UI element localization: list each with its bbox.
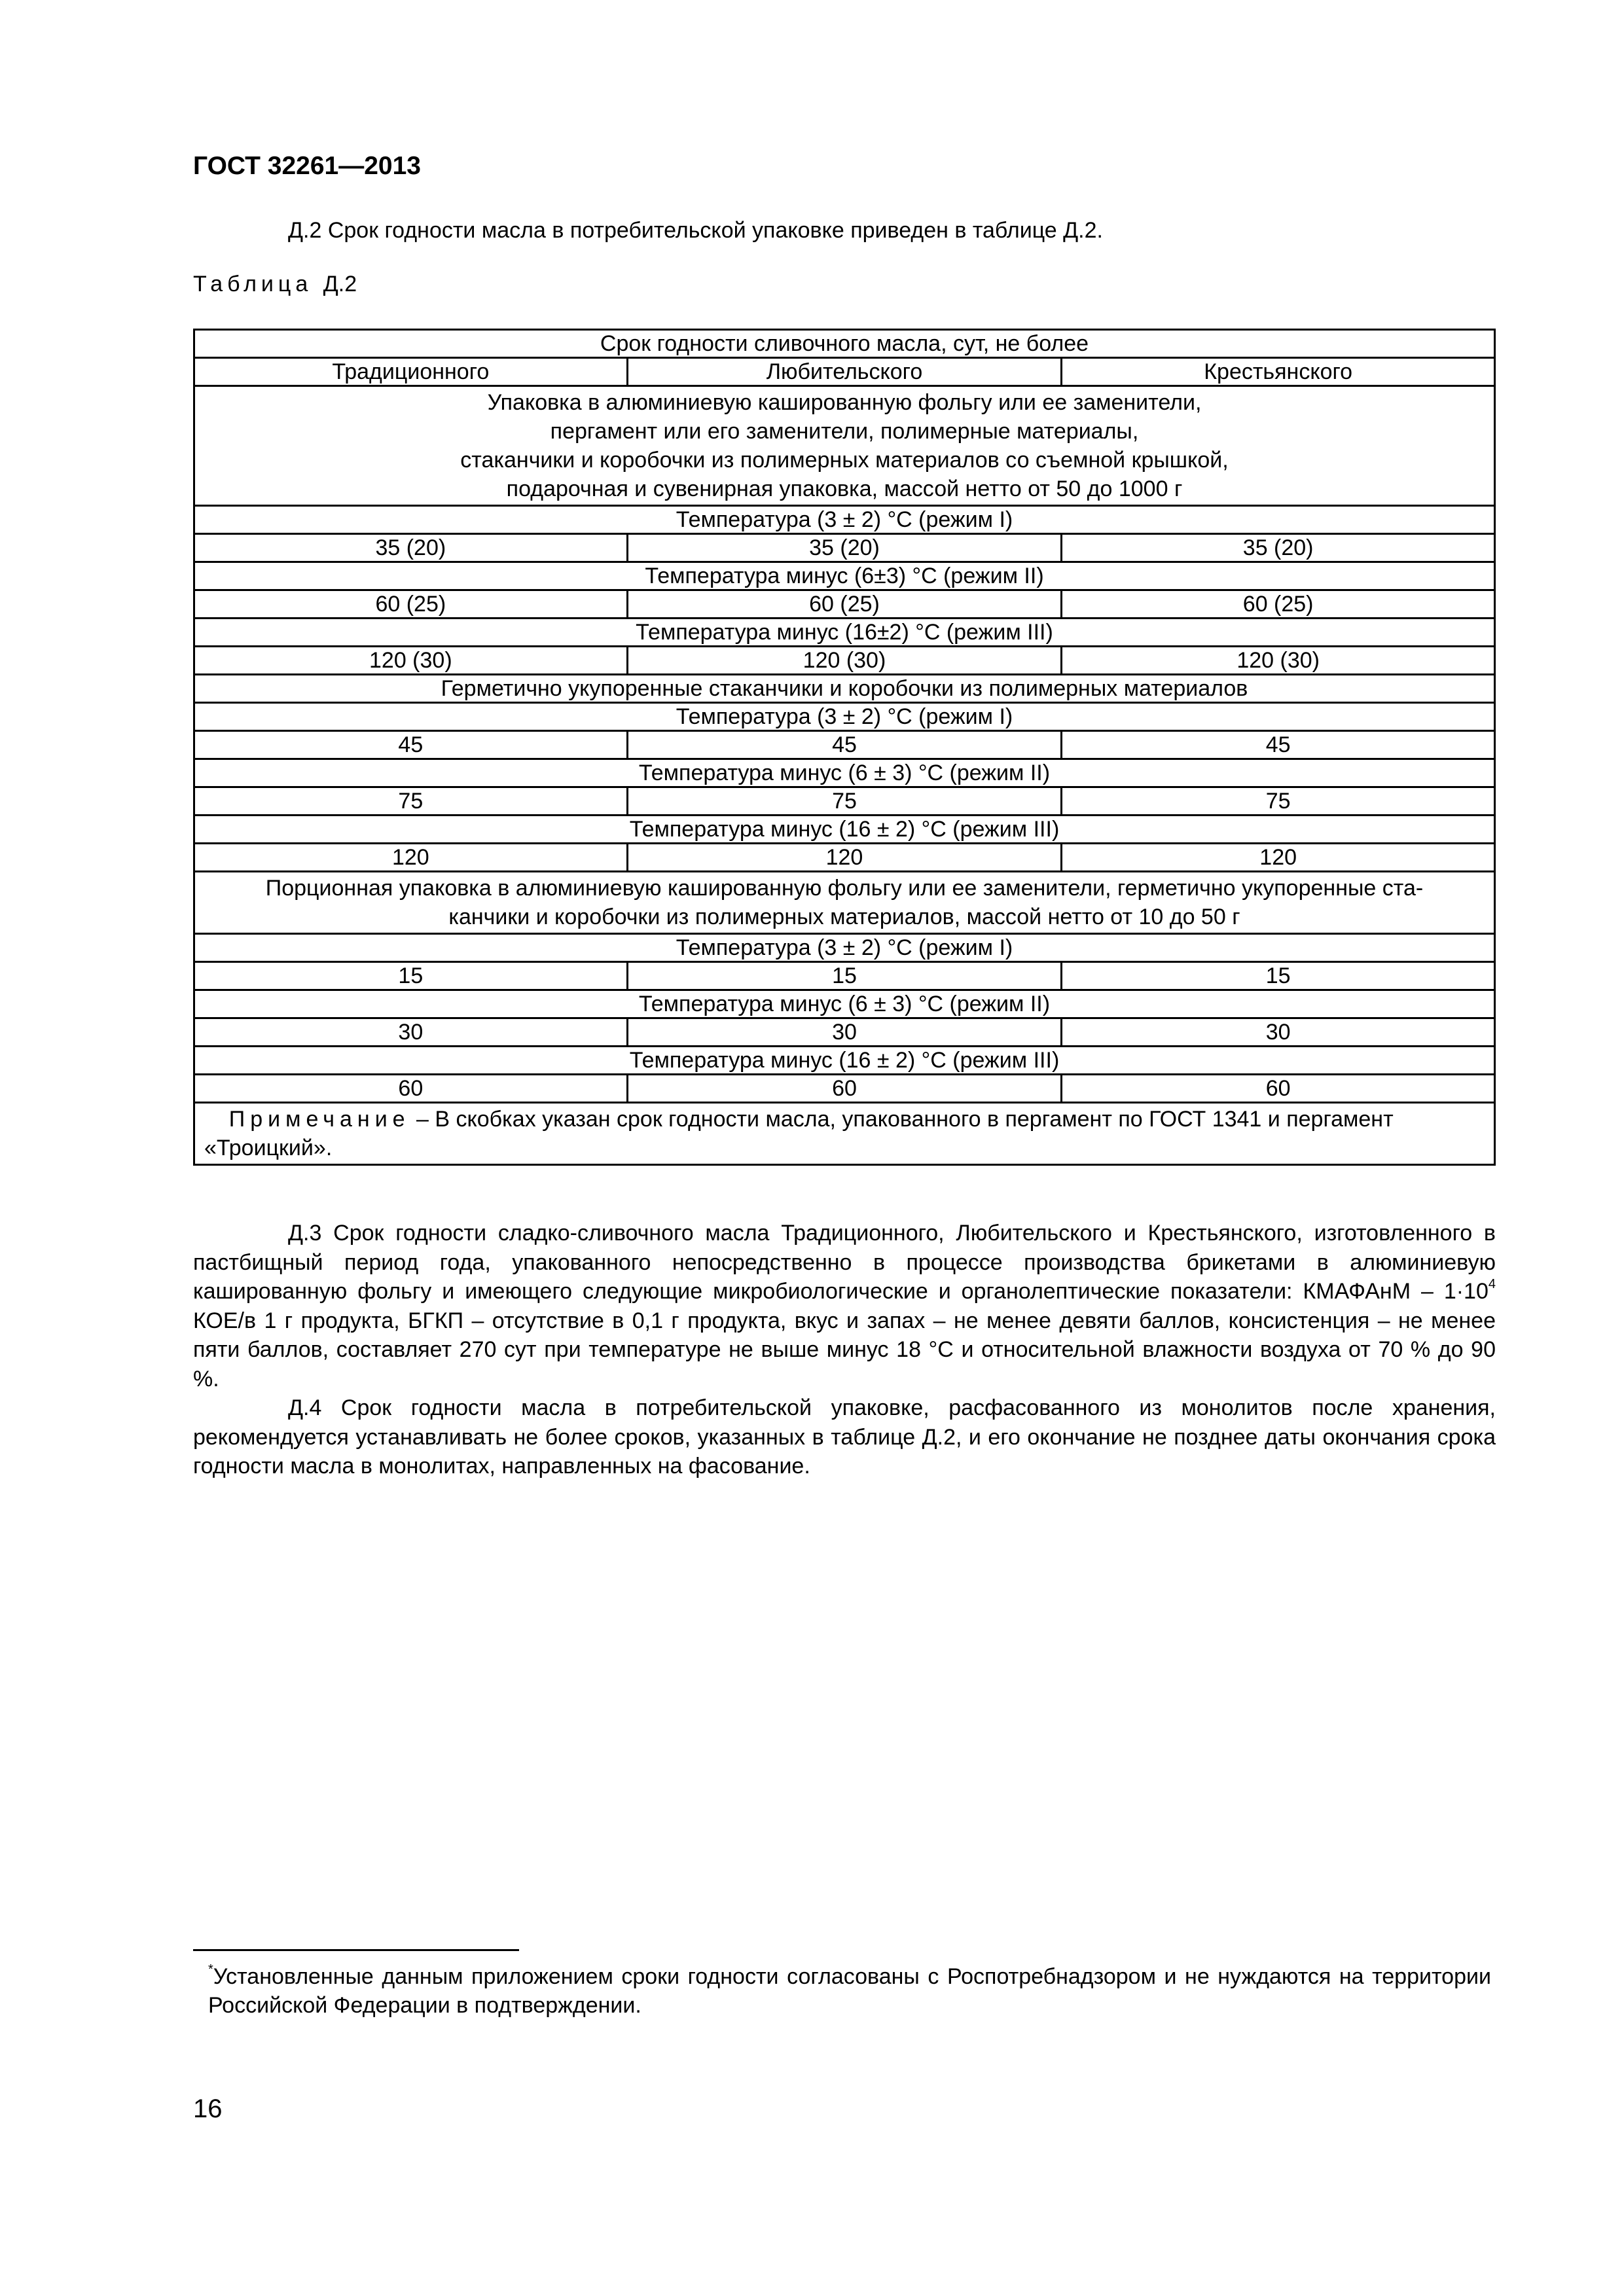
temperature-mode-label: Температура минус (16±2) °С (режим III) — [194, 619, 1495, 647]
table-title: Срок годности сливочного масла, сут, не более — [194, 330, 1495, 358]
body-text — [193, 1219, 1496, 1481]
packaging-group-heading: Герметично укупоренные стаканчики и коробочки из полимерных материалов — [194, 675, 1495, 703]
table-cell: 15 — [627, 962, 1062, 990]
document-header: ГОСТ 32261—2013 — [193, 152, 421, 180]
table-cell: 60 (25) — [1062, 590, 1495, 619]
table-cell: 35 (20) — [627, 534, 1062, 562]
temperature-mode-label: Температура минус (16 ± 2) °С (режим III) — [194, 1047, 1495, 1075]
table-cell: 45 — [1062, 731, 1495, 759]
group-heading-line: пергамент или его заменители, полимерные материалы, — [550, 419, 1139, 444]
mode-row — [194, 562, 1495, 590]
footnote — [208, 1962, 1491, 2020]
table-cell: 30 — [627, 1018, 1062, 1047]
packaging-group-heading — [194, 386, 1495, 506]
mode-row — [194, 1047, 1495, 1075]
value-row — [194, 1075, 1495, 1103]
group-heading-line: подарочная и сувенирная упаковка, массой нетто от 50 до 1000 г — [506, 476, 1183, 501]
table-cell: 60 — [627, 1075, 1062, 1103]
footnote-text: Установленные данным приложением сроки годности согласованы с Роспотребнадзором и не нуждаются на территории Российской Федерации в подтверждении. — [208, 1964, 1491, 2018]
table-cell: 75 — [194, 787, 628, 816]
page-number: 16 — [193, 2094, 223, 2123]
mode-row — [194, 703, 1495, 731]
mode-row — [194, 619, 1495, 647]
mode-row — [194, 816, 1495, 844]
value-row — [194, 1018, 1495, 1047]
value-row — [194, 590, 1495, 619]
table-caption-word: Таблица — [193, 272, 313, 296]
mode-row — [194, 990, 1495, 1018]
table-cell: 120 (30) — [1062, 647, 1495, 675]
table-cell: 30 — [1062, 1018, 1495, 1047]
group-heading-row — [194, 872, 1495, 934]
table-cell: 35 (20) — [1062, 534, 1495, 562]
temperature-mode-label: Температура (3 ± 2) °С (режим I) — [194, 506, 1495, 534]
group-heading-line: Порционная упаковка в алюминиевую кашированную фольгу или ее заменители, герметично укупоренные ста- — [265, 876, 1424, 901]
note-text: – В скобках указан срок годности масла, упакованного в пергамент по ГОСТ 1341 и пергамент «Троицкий». — [204, 1107, 1394, 1160]
paragraph-d3 — [193, 1219, 1496, 1393]
table-caption — [193, 272, 357, 297]
footnote-divider — [193, 1949, 519, 1951]
temperature-mode-label: Температура минус (6±3) °С (режим II) — [194, 562, 1495, 590]
shelf-life-table — [193, 329, 1496, 1166]
value-row — [194, 962, 1495, 990]
value-row — [194, 844, 1495, 872]
temperature-mode-label: Температура (3 ± 2) °С (режим I) — [194, 934, 1495, 962]
table-cell: 75 — [627, 787, 1062, 816]
group-heading-row — [194, 386, 1495, 506]
group-heading-row — [194, 675, 1495, 703]
table-cell: 15 — [194, 962, 628, 990]
intro-paragraph: Д.2 Срок годности масла в потребительской упаковке приведен в таблице Д.2. — [288, 218, 1103, 243]
table-cell: 120 — [1062, 844, 1495, 872]
temperature-mode-label: Температура минус (6 ± 3) °С (режим II) — [194, 990, 1495, 1018]
value-row — [194, 534, 1495, 562]
table-title-row — [194, 330, 1495, 358]
group-heading-line: канчики и коробочки из полимерных материалов, массой нетто от 10 до 50 г — [448, 905, 1240, 929]
table-note — [194, 1103, 1495, 1165]
column-header: Традиционного — [194, 358, 628, 386]
value-row — [194, 787, 1495, 816]
table-cell: 120 (30) — [194, 647, 628, 675]
table-cell: 15 — [1062, 962, 1495, 990]
table-cell: 120 — [627, 844, 1062, 872]
column-header: Крестьянского — [1062, 358, 1495, 386]
mode-row — [194, 759, 1495, 787]
mode-row — [194, 506, 1495, 534]
value-row — [194, 731, 1495, 759]
group-heading-line: Упаковка в алюминиевую кашированную фольгу или ее заменители, — [487, 390, 1202, 415]
packaging-group-heading — [194, 872, 1495, 934]
note-label: Примечание — [228, 1107, 410, 1132]
exponent: 4 — [1488, 1277, 1496, 1291]
table-cell: 60 — [194, 1075, 628, 1103]
table-caption-number: Д.2 — [323, 272, 357, 296]
temperature-mode-label: Температура минус (6 ± 3) °С (режим II) — [194, 759, 1495, 787]
table-header-row — [194, 358, 1495, 386]
table-cell: 120 (30) — [627, 647, 1062, 675]
table-cell: 45 — [627, 731, 1062, 759]
mode-row — [194, 934, 1495, 962]
paragraph-d3-text: Д.3 Срок годности сладко-сливочного масла Традиционного, Любительского и Крестьянского, изготовленного в пастбищный период года, упакованного непосредственно в процессе производства брикетами в алюминиевую кашированную фольгу и имеющего следующие микробиологические и органолептические показатели: КМАФАнМ – 1·10 — [193, 1221, 1496, 1304]
group-heading-line: стаканчики и коробочки из полимерных материалов со съемной крышкой, — [460, 448, 1229, 473]
paragraph-d3-text-continued: КОЕ/в 1 г продукта, БГКП – отсутствие в 0,1 г продукта, вкус и запах – не менее девяти баллов, консистенция – не менее пяти баллов, составляет 270 сут при температуре не выше минус 18 °С и относительной влажности воздуха от 70 % до 90 %. — [193, 1308, 1496, 1391]
table-cell: 75 — [1062, 787, 1495, 816]
footnote-marker: * — [208, 1962, 213, 1977]
table-note-row — [194, 1103, 1495, 1165]
table-cell: 45 — [194, 731, 628, 759]
table-cell: 35 (20) — [194, 534, 628, 562]
table-cell: 30 — [194, 1018, 628, 1047]
table-cell: 60 (25) — [194, 590, 628, 619]
table-cell: 60 (25) — [627, 590, 1062, 619]
value-row — [194, 647, 1495, 675]
table-cell: 60 — [1062, 1075, 1495, 1103]
temperature-mode-label: Температура (3 ± 2) °С (режим I) — [194, 703, 1495, 731]
paragraph-d4: Д.4 Срок годности масла в потребительской упаковке, расфасованного из монолитов после хранения, рекомендуется устанавливать не более сроков, указанных в таблице Д.2, и его окончание не позднее даты окончания срока годности масла в монолитах, направленных на фасование. — [193, 1395, 1496, 1479]
table-cell: 120 — [194, 844, 628, 872]
temperature-mode-label: Температура минус (16 ± 2) °С (режим III) — [194, 816, 1495, 844]
column-header: Любительского — [627, 358, 1062, 386]
